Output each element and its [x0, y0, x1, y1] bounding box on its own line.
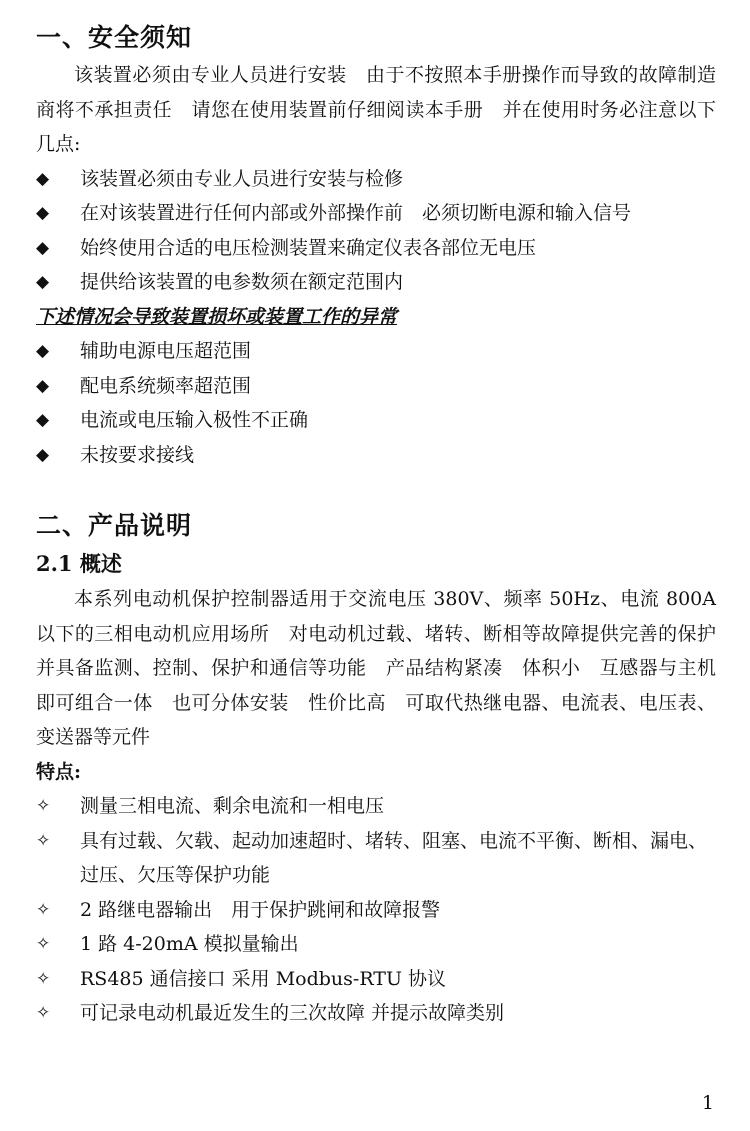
- section-heading-product: 二、产品说明: [36, 511, 193, 540]
- list-item-text: 1 路 4-20mA 模拟量输出: [80, 933, 299, 955]
- list-item: [36, 334, 716, 369]
- list-item: [36, 231, 716, 266]
- diamond-bullet-icon: ◆: [36, 168, 50, 189]
- safety-list: [36, 162, 716, 300]
- list-item: [36, 996, 716, 1031]
- features-list: [36, 789, 716, 1031]
- diamond-bullet-icon: ◆: [36, 375, 50, 396]
- list-item: [36, 789, 716, 824]
- star-bullet-icon: ✧: [36, 830, 51, 851]
- diamond-bullet-icon: ◆: [36, 444, 50, 465]
- list-item-text: 配电系统频率超范围: [80, 374, 252, 397]
- list-item: [36, 369, 716, 404]
- list-item-text: 电流或电压输入极性不正确: [80, 409, 309, 431]
- star-bullet-icon: ✧: [36, 968, 51, 989]
- list-item-text: 2 路继电器输出 用于保护跳闸和故障报警: [80, 898, 441, 921]
- safety-intro-paragraph: 该装置必须由专业人员进行安装 由于不按照本手册操作而导致的故障制造商将不承担责任 请您在使用装置前仔细阅读本手册 并在使用时务必注意以下几点:: [36, 64, 716, 155]
- page-number: 1: [701, 1092, 714, 1114]
- star-bullet-icon: ✧: [36, 899, 51, 920]
- overview-paragraph: 本系列电动机保护控制器适用于交流电压 380V、频率 50Hz、电流 800A 以下的三相电动机应用场所 对电动机过载、堵转、断相等故障提供完善的保护并具备监测、控制、保护和通信等功能 产品结构紧凑 体积小 互感器与主机即可组合一体 也可分体安装 性价比高 可取代热继电器、电流表、电压表、变送器等元件: [36, 588, 723, 748]
- warning-list: [36, 334, 716, 472]
- star-bullet-icon: ✧: [36, 1003, 51, 1023]
- list-item: [36, 824, 716, 893]
- list-item: [36, 962, 716, 997]
- section-spacer: [36, 472, 716, 506]
- star-bullet-icon: ✧: [36, 796, 51, 816]
- list-item: [36, 265, 716, 300]
- features-label: 特点:: [36, 760, 82, 783]
- list-item-text: 测量三相电流、剩余电流和一相电压: [80, 795, 385, 817]
- diamond-bullet-icon: ◆: [36, 272, 50, 292]
- diamond-bullet-icon: ◆: [36, 237, 50, 258]
- warning-title: 下述情况会导致装置损坏或装置工作的异常: [36, 305, 398, 328]
- list-item-text: 未按要求接线: [80, 443, 195, 466]
- list-item: [36, 403, 716, 438]
- list-item: [36, 927, 716, 962]
- section-heading-safety: 一、安全须知: [36, 23, 193, 52]
- subsection-heading-overview: 2.1 概述: [36, 551, 122, 576]
- diamond-bullet-icon: ◆: [36, 341, 50, 361]
- list-item-text: 具有过载、欠载、起动加速超时、堵转、阻塞、电流不平衡、断相、漏电、过压、欠压等保护功能: [80, 829, 708, 886]
- list-item: [36, 196, 716, 231]
- list-item-text: 在对该装置进行任何内部或外部操作前 必须切断电源和输入信号: [80, 202, 632, 224]
- list-item: [36, 893, 716, 928]
- list-item-text: 可记录电动机最近发生的三次故障 并提示故障类别: [80, 1002, 505, 1024]
- diamond-bullet-icon: ◆: [36, 203, 50, 223]
- list-item-text: RS485 通信接口 采用 Modbus-RTU 协议: [80, 967, 447, 990]
- list-item-text: 该装置必须由专业人员进行安装与检修: [80, 167, 404, 190]
- list-item: [36, 438, 716, 473]
- diamond-bullet-icon: ◆: [36, 410, 50, 430]
- manual-page: [36, 18, 723, 1031]
- list-item-text: 辅助电源电压超范围: [80, 340, 252, 362]
- list-item: [36, 162, 716, 197]
- star-bullet-icon: ✧: [36, 934, 51, 954]
- list-item-text: 始终使用合适的电压检测装置来确定仪表各部位无电压: [80, 236, 537, 259]
- list-item-text: 提供给该装置的电参数须在额定范围内: [80, 271, 404, 293]
